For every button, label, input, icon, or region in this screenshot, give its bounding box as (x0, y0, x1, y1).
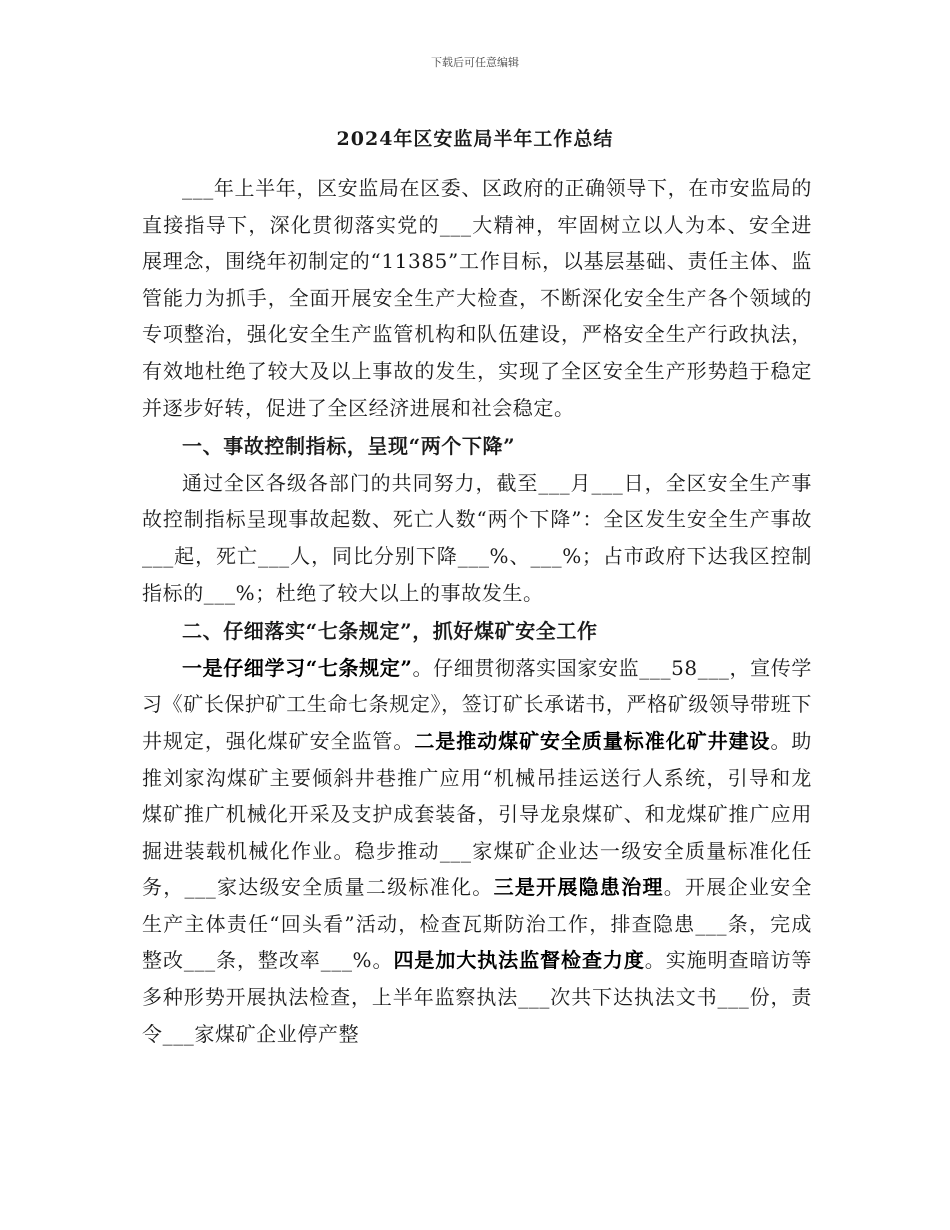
page-header-note: 下载后可任意编辑 (431, 56, 519, 69)
point-3-lead: 三是开展隐患治理 (493, 875, 664, 900)
section-1-paragraph: 通过全区各级各部门的共同努力，截至___月___日，全区安全生产事故控制指标呈现事故起数、死亡人数“两个下降”：全区发生安全生产事故___起，死亡___人，同比分别下降___%、___%；占市政府下达我区控制指标的___%；杜绝了较大以上的事故发生。 (142, 470, 812, 605)
point-4-lead: 四是加大执法监督检查力度 (393, 948, 645, 973)
document-body (142, 170, 812, 1052)
section-1-heading: 一、事故控制指标，呈现“两个下降” (182, 434, 516, 459)
section-2-paragraph (142, 650, 812, 1053)
point-4-text: 。实施明查暗访等多种形势开展执法检查，上半年监察执法___次共下达执法文书___份，责令___家煤矿企业停产整 (142, 948, 812, 1046)
document-title: 2024年区安监局半年工作总结 (336, 128, 614, 150)
intro-paragraph: ___年上半年，区安监局在区委、区政府的正确领导下，在市安监局的直接指导下，深化贯彻落实党的___大精神，牢固树立以人为本、安全进展理念，围绕年初制定的“11385”工作目标，以基层基础、责任主体、监管能力为抓手，全面开展安全生产大检查，不断深化安全生产各个领域的专项整治，强化安全生产监管机构和队伍建设，严格安全生产行政执法，有效地杜绝了较大及以上事故的发生，实现了全区安全生产形势趋于稳定并逐步好转，促进了全区经济进展和社会稳定。 (142, 176, 812, 420)
section-2-heading: 二、仔细落实“七条规定”，抓好煤矿安全工作 (182, 619, 598, 644)
point-2-lead: 二是推动煤矿安全质量标准化矿井建设 (414, 728, 771, 753)
point-1-text: 。仔细贯彻落实国家安监___58___，宣传学习《矿长保护矿工生命七条规定》，签订矿长承诺书，严格矿级领导带班下井规定，强化煤矿安全监管。 (142, 655, 813, 753)
point-2-text: 。助推刘家沟煤矿主要倾斜井巷推广应用“机械吊挂运送行人系统，引导和龙煤矿推广机械化开采及支护成套装备，引导龙泉煤矿、和龙煤矿推广应用掘进装载机械化作业。稳步推动___家煤矿企业达一级安全质量标准化任务，___家达级安全质量二级标准化。 (142, 728, 813, 900)
point-1-lead: 一是仔细学习“七条规定” (182, 655, 413, 680)
point-3-text: 。开展企业安全生产主体责任“回头看”活动，检查瓦斯防治工作，排查隐患___条，完成整改___条，整改率___%。 (142, 875, 812, 973)
